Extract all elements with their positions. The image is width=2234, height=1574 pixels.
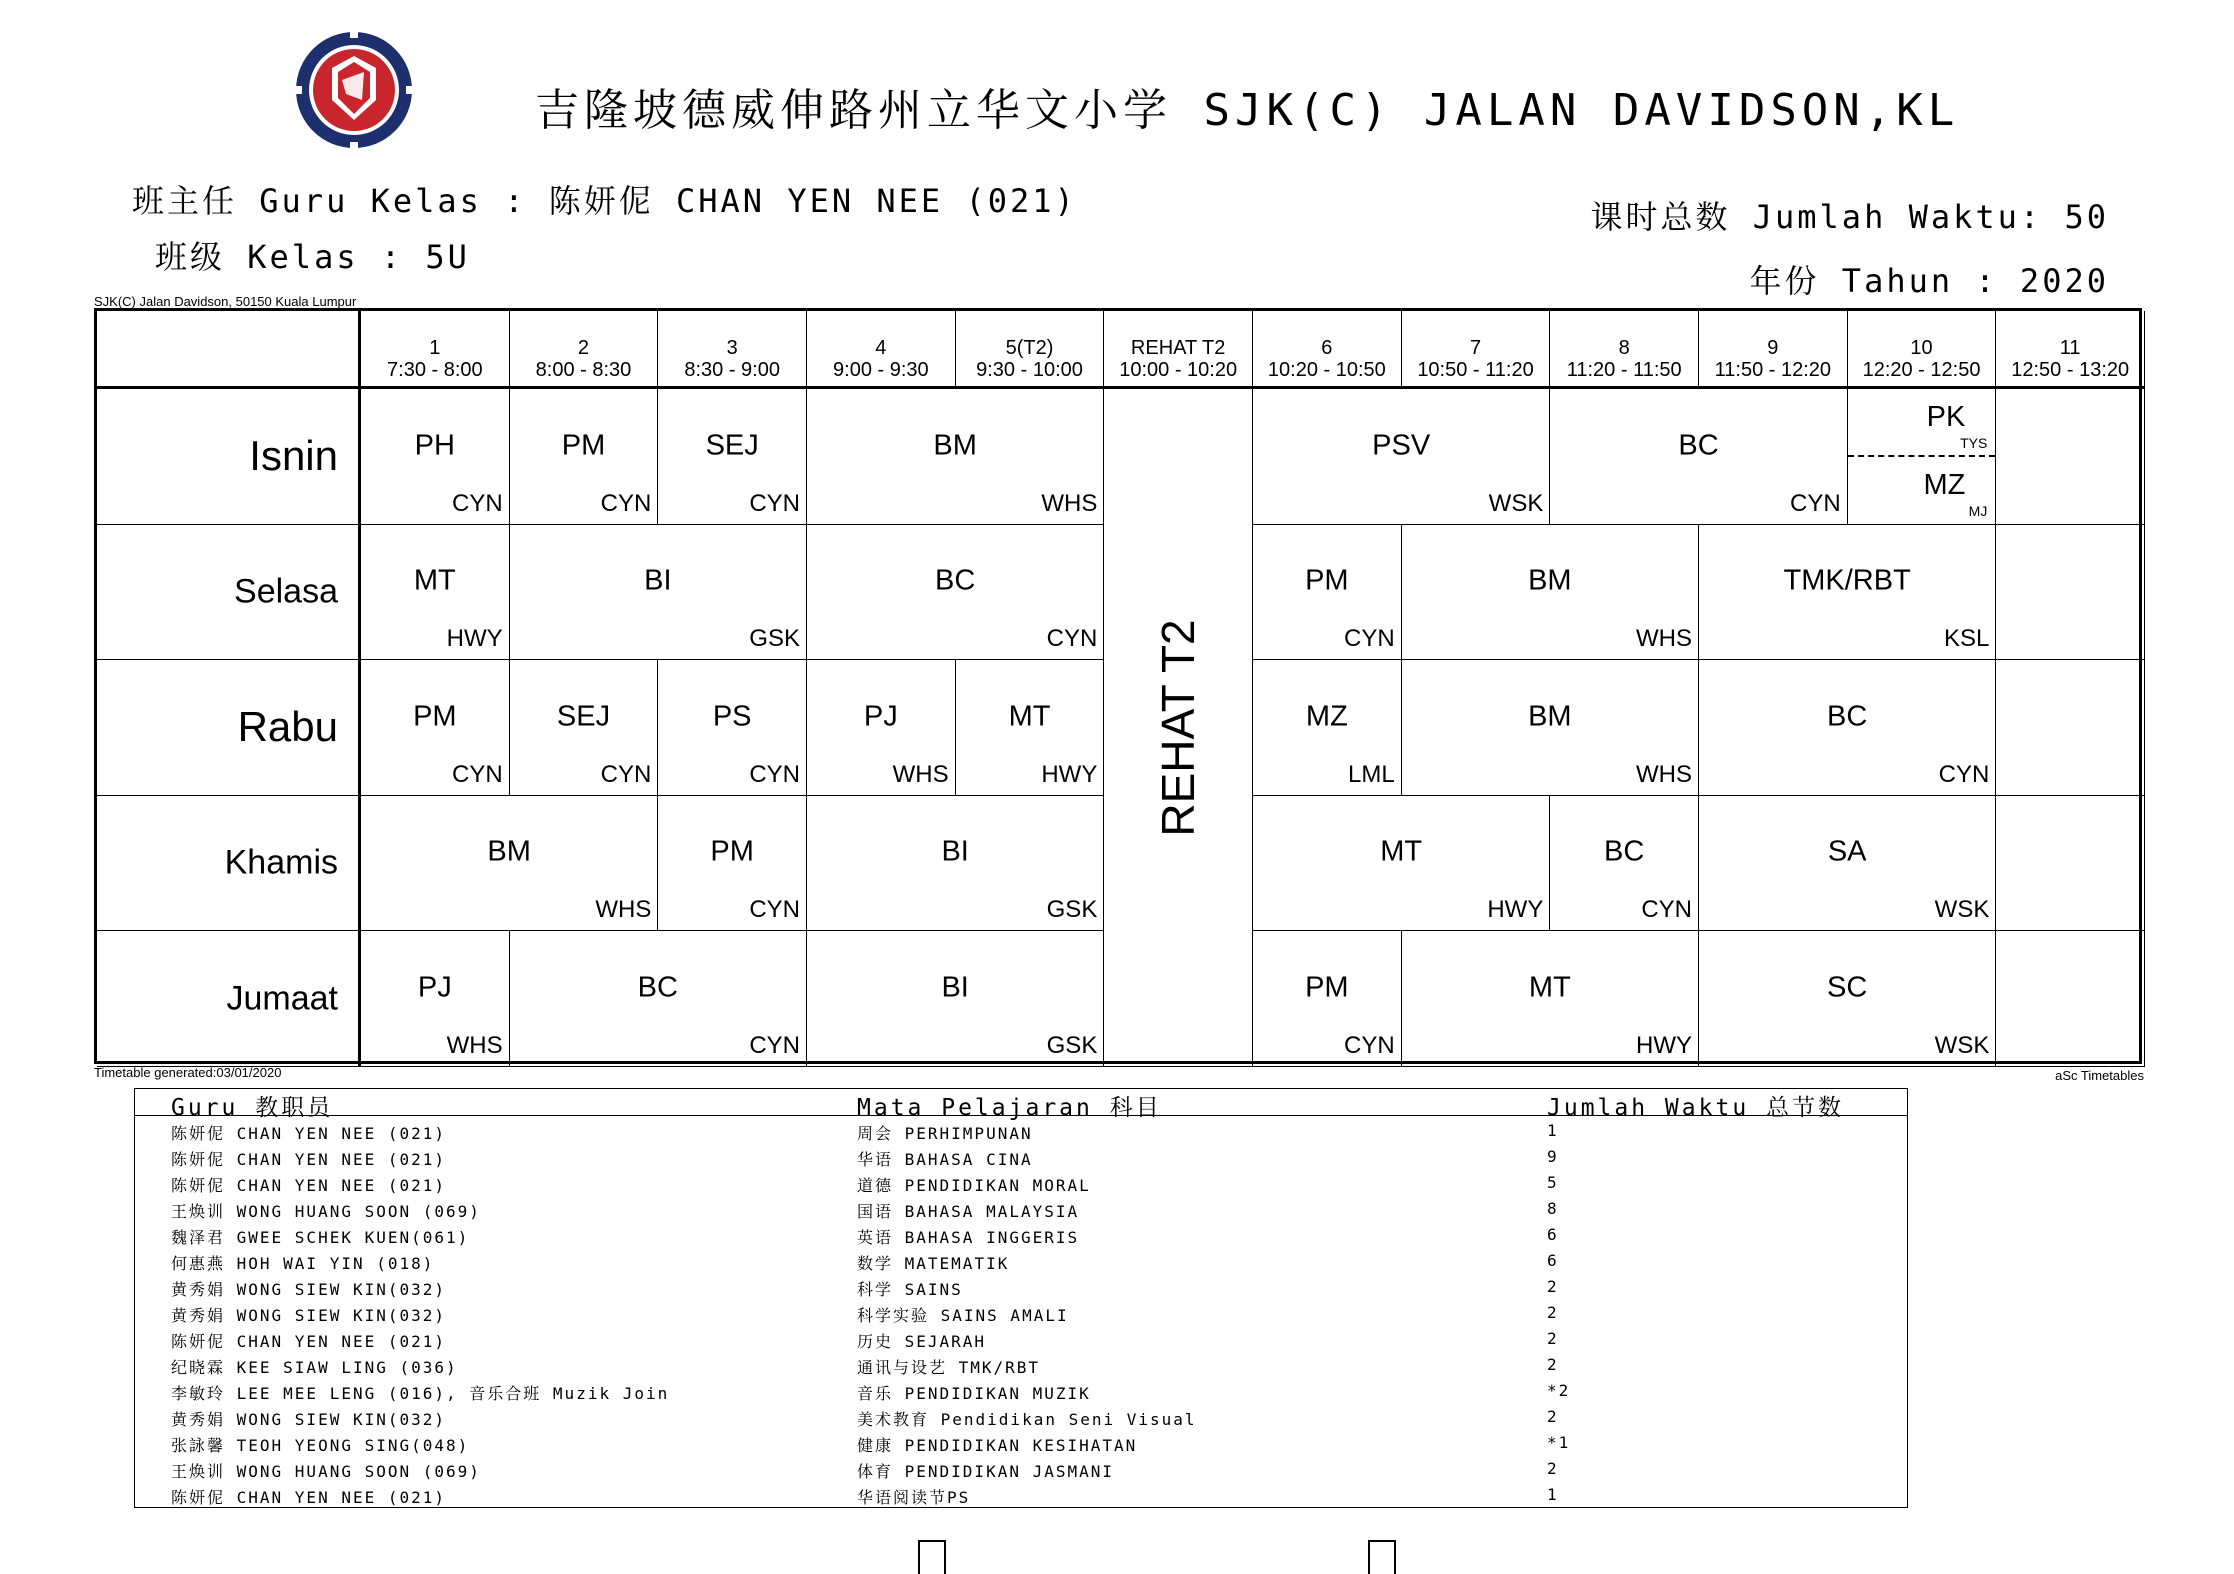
period-header	[658, 311, 807, 389]
lesson-cell	[1699, 931, 1996, 1067]
lesson-cell	[1253, 389, 1550, 525]
lesson-subject: PSV	[1372, 429, 1431, 462]
lesson-teacher: WHS	[1041, 489, 1098, 517]
period-time: 10:00 - 10:20	[1119, 359, 1238, 381]
lesson-subject: PM	[1305, 971, 1349, 1004]
lesson-teacher: CYN	[600, 760, 652, 788]
lesson-teacher: HWY	[1041, 760, 1098, 788]
lesson-subject: BC	[1827, 700, 1868, 733]
lesson-cell	[361, 796, 658, 932]
legend-teacher: 王焕训 WONG HUANG SOON (069)	[171, 1202, 481, 1221]
lesson-teacher: GSK	[1046, 1031, 1098, 1059]
lesson-teacher: CYN	[1344, 625, 1395, 653]
lesson-subject: BC	[637, 971, 678, 1004]
lesson-subject: SA	[1827, 835, 1867, 868]
lesson-subject: BC	[1604, 835, 1645, 868]
legend-row	[135, 1481, 1907, 1507]
legend-header-teacher: Guru 教职员	[171, 1095, 334, 1121]
legend-row	[135, 1351, 1907, 1377]
legend-subject: 周会 PERHIMPUNAN	[857, 1124, 1033, 1143]
lesson-teacher: WHS	[595, 896, 652, 924]
legend-periods: 6	[1547, 1225, 1559, 1244]
lesson-teacher: HWY	[1636, 1031, 1693, 1059]
lesson-subject: SC	[1827, 971, 1868, 1004]
legend-row	[135, 1403, 1907, 1429]
lesson-cell	[361, 660, 510, 796]
lesson-teacher: CYN	[451, 760, 503, 788]
lesson-cell	[1253, 660, 1402, 796]
lesson-teacher: GSK	[1046, 896, 1098, 924]
class-name: 班级 Kelas : 5U	[155, 238, 470, 276]
legend-periods: 2	[1547, 1303, 1559, 1322]
legend-periods: 8	[1547, 1199, 1559, 1218]
lesson-subject: PM	[561, 429, 606, 462]
legend-row	[135, 1143, 1907, 1169]
period-number: 9	[1767, 337, 1779, 359]
legend-row	[135, 1273, 1907, 1299]
lesson-cell	[807, 525, 1104, 661]
lesson-cell	[1402, 660, 1699, 796]
lesson-teacher: CYN	[1790, 489, 1841, 517]
lesson-subject: MZ	[1923, 469, 1966, 501]
lesson-teacher: CYN	[1938, 760, 1990, 788]
legend-teacher: 陈妍伲 CHAN YEN NEE (021)	[171, 1176, 447, 1195]
lesson-subject: SEJ	[705, 429, 759, 462]
checkbox[interactable]	[1368, 1540, 1396, 1574]
lesson-cell	[956, 660, 1105, 796]
legend-teacher: 陈妍伲 CHAN YEN NEE (021)	[171, 1332, 447, 1351]
rehat-label: REHAT T2	[1152, 618, 1205, 837]
legend-periods: 2	[1547, 1407, 1559, 1426]
lesson-subject: PJ	[417, 971, 452, 1004]
period-number: 4	[875, 337, 887, 359]
legend-teacher: 何惠燕 HOH WAI YIN (018)	[171, 1254, 435, 1273]
lesson-cell	[510, 389, 659, 525]
legend-teacher: 黄秀娟 WONG SIEW KIN(032)	[171, 1410, 447, 1429]
lesson-teacher: CYN	[749, 1031, 800, 1059]
period-number: 2	[577, 337, 590, 359]
lesson-cell	[1253, 525, 1402, 661]
lesson-cell	[361, 525, 510, 661]
legend-teacher: 黄秀娟 WONG SIEW KIN(032)	[171, 1280, 447, 1299]
legend-header	[135, 1089, 1907, 1121]
lesson-cell	[1699, 525, 1996, 661]
legend-row	[135, 1325, 1907, 1351]
legend-periods: 2	[1547, 1459, 1559, 1478]
lesson-subject: BM	[487, 835, 531, 868]
lesson-subject: MT	[1008, 700, 1051, 733]
lesson-cell	[1699, 660, 1996, 796]
lesson-teacher: CYN	[451, 489, 503, 517]
school-logo	[292, 28, 416, 152]
legend-subject: 科学实验 SAINS AMALI	[857, 1306, 1069, 1325]
lesson-teacher: CYN	[600, 489, 652, 517]
period-time: 9:30 - 10:00	[976, 359, 1083, 381]
lesson-teacher: CYN	[1344, 1031, 1395, 1059]
period-number: 6	[1321, 337, 1333, 359]
empty-cell	[1996, 660, 2145, 796]
lesson-subject: BM	[1528, 700, 1572, 733]
lesson-teacher: WSK	[1934, 1031, 1990, 1059]
legend-subject: 数学 MATEMATIK	[857, 1254, 1010, 1273]
legend-subject: 历史 SEJARAH	[857, 1332, 987, 1351]
lesson-teacher: CYN	[1641, 896, 1693, 924]
lesson-subject: MT	[413, 564, 456, 597]
period-number: 11	[2059, 337, 2081, 359]
lesson-teacher: WHS	[892, 760, 949, 788]
legend-periods: 2	[1547, 1329, 1559, 1348]
lesson-teacher: WSK	[1934, 896, 1990, 924]
lesson-subject: BI	[644, 564, 672, 597]
lesson-teacher: KSL	[1943, 625, 1990, 653]
legend-subject: 美术教育 Pendidikan Seni Visual	[857, 1410, 1197, 1429]
checkbox[interactable]	[918, 1540, 946, 1574]
lesson-teacher: LML	[1347, 760, 1395, 788]
lesson-teacher: GSK	[749, 625, 800, 653]
day-label: Selasa	[97, 525, 361, 661]
legend-subject: 通讯与设艺 TMK/RBT	[857, 1358, 1041, 1377]
lesson-subject: BI	[941, 971, 969, 1004]
period-header	[807, 311, 956, 389]
lesson-cell	[1253, 796, 1550, 932]
period-header	[956, 311, 1105, 389]
legend-teacher: 张詠馨 TEOH YEONG SING(048)	[171, 1436, 470, 1455]
period-time: 12:50 - 13:20	[2011, 359, 2130, 381]
legend-header-periods: Jumlah Waktu 总节数	[1547, 1095, 1845, 1121]
lesson-teacher: MJ	[1968, 503, 1988, 519]
lesson-teacher: CYN	[1046, 625, 1098, 653]
timetable-grid	[94, 308, 2142, 1064]
period-header	[1402, 311, 1551, 389]
empty-cell	[1996, 389, 2145, 525]
lesson-teacher: HWY	[446, 625, 503, 653]
legend-subject: 健康 PENDIDIKAN KESIHATAN	[857, 1436, 1138, 1455]
legend-periods: 2	[1547, 1277, 1559, 1296]
lesson-cell	[361, 389, 510, 525]
lesson-teacher: WHS	[1636, 760, 1693, 788]
legend-periods: *2	[1547, 1381, 1571, 1400]
period-number: 3	[726, 337, 738, 359]
legend-subject: 体育 PENDIDIKAN JASMANI	[857, 1462, 1115, 1481]
lesson-subject: TMK/RBT	[1783, 564, 1911, 597]
lesson-cell	[658, 796, 807, 932]
legend-header-subject: Mata Pelajaran 科目	[857, 1095, 1162, 1121]
legend-subject: 道德 PENDIDIKAN MORAL	[857, 1176, 1091, 1195]
lesson-subject: PJ	[863, 700, 898, 733]
legend-periods: 9	[1547, 1147, 1559, 1166]
teacher-subject-legend	[134, 1088, 1908, 1508]
period-header	[1848, 311, 1997, 389]
legend-teacher: 魏泽君 GWEE SCHEK KUEN(061)	[171, 1228, 470, 1247]
legend-row	[135, 1247, 1907, 1273]
lesson-subject: PS	[712, 700, 752, 733]
period-number: 1	[429, 337, 441, 359]
period-time: 10:20 - 10:50	[1267, 359, 1386, 381]
lesson-subject: BI	[941, 835, 969, 868]
lesson-cell	[1550, 796, 1699, 932]
day-label: Rabu	[97, 660, 361, 796]
legend-row	[135, 1377, 1907, 1403]
lesson-teacher: HWY	[1487, 896, 1544, 924]
period-time: 8:30 - 9:00	[684, 359, 780, 381]
legend-row	[135, 1455, 1907, 1481]
period-number: 5(T2)	[1005, 337, 1054, 359]
period-header	[510, 311, 659, 389]
period-number: 8	[1618, 337, 1630, 359]
lesson-subject: BC	[935, 564, 976, 597]
legend-row	[135, 1429, 1907, 1455]
period-time: 9:00 - 9:30	[833, 359, 929, 381]
split-lesson-cell	[1848, 389, 1997, 525]
legend-subject: 国语 BAHASA MALAYSIA	[857, 1202, 1080, 1221]
period-header	[361, 311, 510, 389]
lesson-subject: MT	[1380, 835, 1423, 868]
period-header	[1104, 311, 1253, 389]
empty-cell	[1996, 796, 2145, 932]
lesson-cell	[510, 525, 807, 661]
lesson-cell	[658, 660, 807, 796]
rehat-break-cell	[1104, 389, 1253, 1067]
lesson-subject: PK	[1926, 401, 1966, 433]
lesson-subject: MZ	[1305, 700, 1348, 733]
legend-teacher: 陈妍伲 CHAN YEN NEE (021)	[171, 1150, 447, 1169]
period-number: REHAT T2	[1130, 337, 1226, 359]
legend-periods: 6	[1547, 1251, 1559, 1270]
legend-teacher: 王焕训 WONG HUANG SOON (069)	[171, 1462, 481, 1481]
day-label: Jumaat	[97, 931, 361, 1067]
split-divider	[1848, 455, 1996, 457]
period-number: 10	[1910, 337, 1933, 359]
lesson-teacher: CYN	[749, 489, 800, 517]
lesson-teacher: CYN	[749, 896, 800, 924]
legend-teacher: 黄秀娟 WONG SIEW KIN(032)	[171, 1306, 447, 1325]
day-label: Isnin	[97, 389, 361, 525]
school-address: SJK(C) Jalan Davidson, 50150 Kuala Lumpur	[94, 294, 357, 309]
lesson-teacher: WSK	[1488, 489, 1544, 517]
lesson-teacher: WHS	[1636, 625, 1693, 653]
school-title: 吉隆坡德威伸路州立华文小学 SJK(C) JALAN DAVIDSON,KL	[535, 85, 1960, 136]
legend-teacher: 陈妍伲 CHAN YEN NEE (021)	[171, 1124, 447, 1143]
empty-cell	[1996, 931, 2145, 1067]
legend-subject: 华语阅读节PS	[857, 1488, 971, 1507]
lesson-cell	[361, 931, 510, 1067]
year: 年份 Tahun : 2020	[1749, 262, 2109, 300]
lesson-subject: MT	[1528, 971, 1571, 1004]
legend-row	[135, 1117, 1907, 1143]
legend-subject: 科学 SAINS	[857, 1280, 963, 1299]
generated-date: Timetable generated:03/01/2020	[94, 1065, 282, 1080]
period-number: 7	[1469, 337, 1482, 359]
lesson-teacher: TYS	[1960, 435, 1988, 451]
period-header	[1550, 311, 1699, 389]
lesson-subject: PM	[710, 835, 754, 868]
empty-cell	[1996, 525, 2145, 661]
legend-row	[135, 1299, 1907, 1325]
lesson-cell	[807, 660, 956, 796]
lesson-cell	[510, 931, 807, 1067]
lesson-subject: SEJ	[556, 700, 611, 733]
lesson-cell	[807, 389, 1104, 525]
footer-brand: aSc Timetables	[2055, 1068, 2144, 1083]
period-time: 12:20 - 12:50	[1862, 359, 1981, 381]
legend-teacher: 纪晓霖 KEE SIAW LING (036)	[171, 1358, 458, 1377]
lesson-cell	[807, 931, 1104, 1067]
lesson-cell	[510, 660, 659, 796]
lesson-teacher: WHS	[446, 1031, 503, 1059]
period-header	[1253, 311, 1402, 389]
grid-corner	[97, 311, 361, 389]
legend-periods: *1	[1547, 1433, 1571, 1452]
class-teacher: 班主任 Guru Kelas : 陈妍伲 CHAN YEN NEE (021)	[132, 182, 1077, 220]
total-periods: 课时总数 Jumlah Waktu: 50	[1590, 198, 2109, 236]
period-time: 10:50 - 11:20	[1417, 359, 1534, 381]
period-time: 11:50 - 12:20	[1714, 359, 1832, 381]
lesson-cell	[1550, 389, 1847, 525]
period-header	[1996, 311, 2145, 389]
lesson-cell	[1402, 931, 1699, 1067]
legend-periods: 1	[1547, 1485, 1559, 1504]
legend-subject: 音乐 PENDIDIKAN MUZIK	[857, 1384, 1091, 1403]
lesson-cell	[658, 389, 807, 525]
legend-periods: 2	[1547, 1355, 1559, 1374]
lesson-subject: BM	[933, 429, 977, 462]
lesson-subject: PM	[1305, 564, 1349, 597]
lesson-subject: PM	[413, 700, 457, 733]
legend-periods: 5	[1547, 1173, 1559, 1192]
lesson-subject: BC	[1678, 429, 1719, 462]
legend-subject: 英语 BAHASA INGGERIS	[857, 1228, 1080, 1247]
lesson-subject: PH	[414, 429, 455, 462]
lesson-cell	[1402, 525, 1699, 661]
period-time: 7:30 - 8:00	[387, 359, 483, 381]
lesson-cell	[807, 796, 1104, 932]
legend-row	[135, 1169, 1907, 1195]
period-header	[1699, 311, 1848, 389]
period-time: 8:00 - 8:30	[535, 359, 632, 381]
day-label: Khamis	[97, 796, 361, 932]
legend-row	[135, 1221, 1907, 1247]
period-time: 11:20 - 11:50	[1566, 359, 1682, 381]
legend-teacher: 李敏玲 LEE MEE LENG (016), 音乐合班 Muzik Join	[171, 1384, 670, 1403]
legend-periods: 1	[1547, 1121, 1559, 1140]
lesson-cell	[1253, 931, 1402, 1067]
legend-teacher: 陈妍伲 CHAN YEN NEE (021)	[171, 1488, 447, 1507]
legend-row	[135, 1195, 1907, 1221]
lesson-teacher: CYN	[749, 760, 800, 788]
lesson-cell	[1699, 796, 1996, 932]
legend-subject: 华语 BAHASA CINA	[857, 1150, 1033, 1169]
lesson-subject: BM	[1528, 564, 1572, 597]
